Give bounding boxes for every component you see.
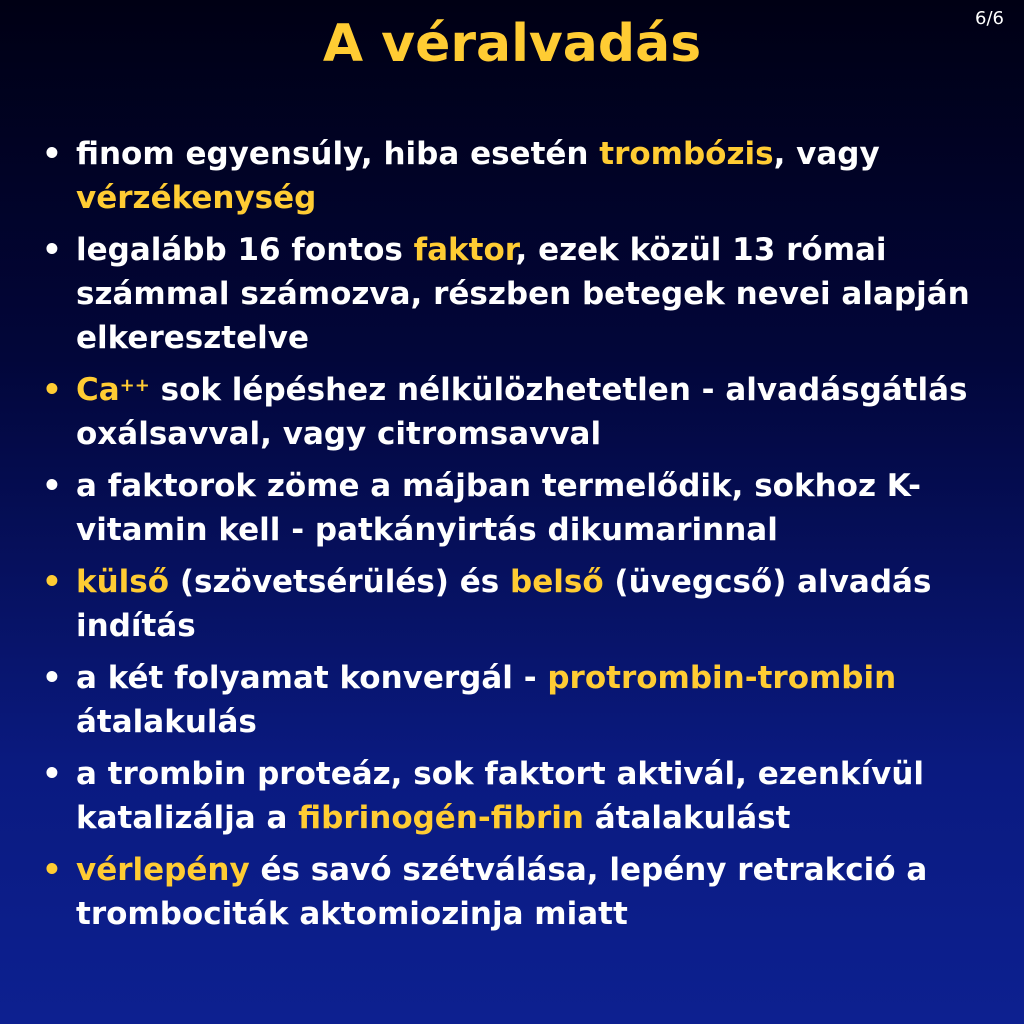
bullet-item-5 bbox=[40, 560, 990, 648]
bullet-item-2 bbox=[40, 228, 990, 360]
highlight-term: faktor bbox=[413, 232, 516, 268]
bullet-icon: • bbox=[42, 852, 62, 888]
bullet-text: vérlepény és savó szétválása, lepény retrakció a trombociták aktomiozinja miatt bbox=[76, 852, 928, 932]
highlight-term: trombózis bbox=[599, 136, 774, 172]
bullet-text: a két folyamat konvergál - protrombin-trombin átalakulás bbox=[76, 660, 897, 740]
bullet-item-7 bbox=[40, 752, 990, 840]
bullet-item-3 bbox=[40, 368, 990, 456]
bullet-item-4 bbox=[40, 464, 990, 552]
bullet-text: külső (szövetsérülés) és belső (üvegcső) alvadás indítás bbox=[76, 564, 932, 644]
bullet-icon: • bbox=[42, 468, 62, 504]
highlight-term: vérlepény bbox=[76, 852, 250, 888]
bullet-icon: • bbox=[42, 660, 62, 696]
highlight-term: vérzékenység bbox=[76, 180, 317, 216]
bullet-list bbox=[40, 132, 990, 944]
bullet-text: legalább 16 fontos faktor, ezek közül 13 római számmal számozva, részben betegek nevei alapján elkeresztelve bbox=[76, 232, 970, 356]
bullet-icon: • bbox=[42, 232, 62, 268]
bullet-item-8 bbox=[40, 848, 990, 936]
highlight-term: fibrinogén-fibrin bbox=[298, 800, 584, 836]
bullet-icon: • bbox=[42, 136, 62, 172]
bullet-text: finom egyensúly, hiba esetén trombózis, vagy vérzékenység bbox=[76, 136, 880, 216]
bullet-item-6 bbox=[40, 656, 990, 744]
slide-title: A véralvadás bbox=[322, 14, 702, 74]
highlight-term: protrombin-trombin bbox=[547, 660, 897, 696]
bullet-item-1 bbox=[40, 132, 990, 220]
highlight-term: külső bbox=[76, 564, 170, 600]
bullet-icon: • bbox=[42, 756, 62, 792]
bullet-icon: • bbox=[42, 372, 62, 408]
bullet-text: a trombin proteáz, sok faktort aktivál, ezenkívül katalizálja a fibrinogén-fibrin átalakulást bbox=[76, 756, 925, 836]
highlight-term: Ca bbox=[76, 372, 120, 408]
slide-number: 6/6 bbox=[975, 8, 1004, 29]
bullet-text: Ca++ sok lépéshez nélkülözhetetlen - alvadásgátlás oxálsavval, vagy citromsavval bbox=[76, 372, 968, 452]
highlight-term: belső bbox=[510, 564, 604, 600]
bullet-icon: • bbox=[42, 564, 62, 600]
bullet-text: a faktorok zöme a májban termelődik, sokhoz K-vitamin kell - patkányirtás dikumarinnal bbox=[76, 468, 921, 548]
superscript-charge: ++ bbox=[119, 375, 150, 396]
